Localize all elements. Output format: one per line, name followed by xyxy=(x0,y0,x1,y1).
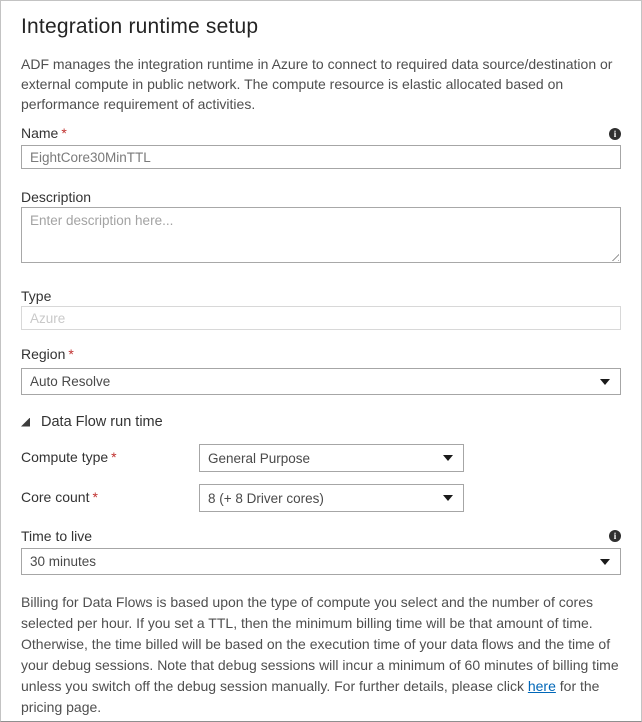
compute-type-label: Compute type xyxy=(21,449,109,465)
data-flow-runtime-section-toggle[interactable] xyxy=(21,414,621,430)
time-to-live-dropdown[interactable] xyxy=(21,548,621,575)
description-label: Description xyxy=(21,189,92,205)
core-count-label: Core count xyxy=(21,489,90,505)
core-count-dropdown-value: 8 (+ 8 Driver cores) xyxy=(208,490,324,506)
page-title: Integration runtime setup xyxy=(21,15,259,38)
time-to-live-info-icon[interactable]: i xyxy=(609,530,621,542)
chevron-down-icon xyxy=(443,455,453,461)
region-required-marker: * xyxy=(68,346,74,362)
compute-type-dropdown-value: General Purpose xyxy=(208,450,311,466)
data-flow-runtime-section-title: Data Flow run time xyxy=(41,414,163,430)
region-dropdown[interactable] xyxy=(21,368,621,395)
name-input[interactable] xyxy=(21,145,621,169)
region-label: Region xyxy=(21,346,66,362)
chevron-down-icon xyxy=(600,379,610,385)
name-label: Name xyxy=(21,125,59,141)
type-input xyxy=(21,306,621,330)
billing-note xyxy=(21,592,621,718)
billing-text-before: Billing for Data Flows is based upon the type of compute you select and the number of cores selected per hour. If you set a TTL, then the minimum billing time will be that amount of time. Otherwise, the time billed will be based on the execution time of your data flows and the time of your debug sessions. Note that debug sessions will incur a minimum of 60 minutes of billing time unless you switch off the debug session manually. For further details, please click xyxy=(21,594,619,694)
region-dropdown-value: Auto Resolve xyxy=(30,374,111,389)
name-info-icon[interactable]: i xyxy=(609,128,621,140)
chevron-down-icon xyxy=(600,559,610,565)
billing-text-after: for the pricing page. xyxy=(21,678,600,715)
type-label: Type xyxy=(21,288,52,304)
compute-type-dropdown[interactable] xyxy=(199,444,464,472)
core-count-dropdown[interactable] xyxy=(199,484,464,512)
description-textarea[interactable] xyxy=(21,207,621,263)
chevron-down-icon xyxy=(443,495,453,501)
intro-text: ADF manages the integration runtime in Azure to connect to required data source/destination or external compute in public network. The compute resource is elastic allocated based on performance requirement of activities. xyxy=(21,56,613,112)
time-to-live-label: Time to live xyxy=(21,528,93,544)
time-to-live-dropdown-value: 30 minutes xyxy=(30,554,97,569)
compute-type-required-marker: * xyxy=(111,449,117,465)
core-count-required-marker: * xyxy=(92,489,98,505)
name-required-marker: * xyxy=(61,125,67,141)
pricing-page-link[interactable]: here xyxy=(527,678,556,694)
collapse-triangle-icon xyxy=(21,418,30,427)
